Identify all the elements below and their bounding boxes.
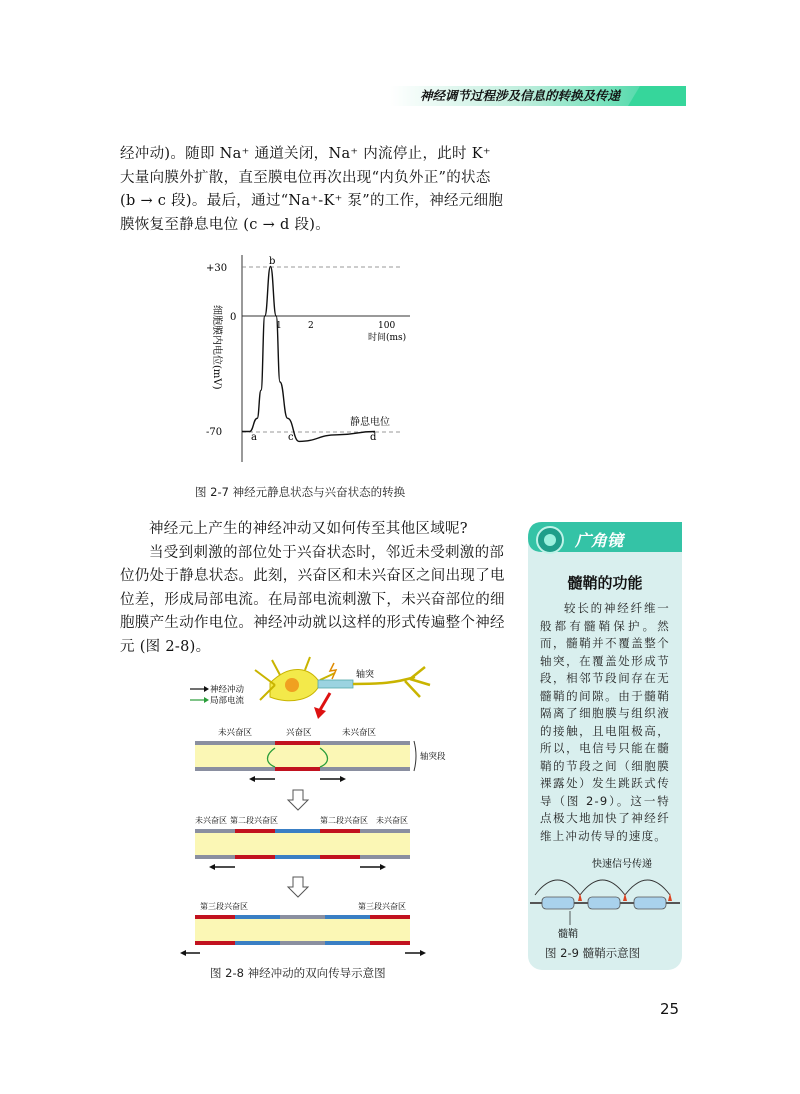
row3-label-2: 第三段兴奋区 [358,902,406,911]
page-number: 25 [660,1000,680,1018]
axon-label: 轴突 [356,670,375,680]
x-tick-100: 100 [378,321,396,331]
x-tick-2: 2 [308,321,314,331]
figure-2-7-caption: 图 2-7 神经元静息状态与兴奋状态的转换 [195,485,406,499]
point-label-a: a [251,432,257,443]
legend-nerve-impulse: 神经冲动 [210,685,245,695]
y-axis-label: 细胞膜内电位(mV) [211,305,222,390]
row2-label-3: 第二段兴奋区 [320,816,368,825]
sidebar-subtitle: 髓鞘的功能 [567,574,643,592]
row1-label-2: 兴奋区 [286,728,312,738]
axon-row-1 [195,741,410,782]
axon-row-2 [195,829,410,870]
resting-potential-label: 静息电位 [350,417,390,428]
x-tick-1: 1 [276,321,282,331]
figure-2-9-caption: 图 2-9 髓鞘示意图 [545,946,641,960]
y-tick-plus30: +30 [206,263,228,274]
figure-2-8-diagram [180,655,470,960]
neuron-illustration [255,657,430,719]
y-tick-minus70: -70 [206,427,223,438]
paragraph-group [120,518,508,659]
figure-2-7-chart [200,250,420,470]
legend-local-current: 局部电流 [210,696,245,706]
row2-label-2: 第二段兴奋区 [230,816,278,825]
sidebar-text: 较长的神经纤维一般都有髓鞘保护。然而，髓鞘并不覆盖整个轴突，在覆盖处形成节段，相邻节段间存在无髓鞘的间隙。由于髓鞘隔离了细胞膜与组织液的接触，且电阻极高，所以，电信号只能在髓鞘的节段之间（细胞膜裸露处）发生跳跃式传导（图 2-9）。这一特点极大地加快了神经纤维上冲动传导的速度。 [540,601,670,843]
row2-label-1: 未兴奋区 [195,816,227,825]
segment-label: 轴突段 [420,752,446,762]
row2-label-4: 未兴奋区 [376,816,408,825]
point-label-b: b [269,256,276,267]
row1-label-3: 未兴奋区 [342,728,377,738]
paragraph-2: 神经元上产生的神经冲动又如何传至其他区域呢? [149,521,468,537]
x-axis-label: 时间(ms) [368,333,407,343]
row3-label-1: 第三段兴奋区 [200,902,248,911]
paragraph-1: 经冲动)。随即 Na⁺ 通道关闭，Na⁺ 内流停止，此时 K⁺ 大量向膜外扩散，直至膜电位再次出现“内负外正”的状态 (b → c 段)。最后，通过“Na⁺-K⁺ 泵”的工作，神经元细胞膜恢复至静息电位 (c → d 段)。 [120,146,504,233]
axon-row-3 [180,915,426,956]
figure-2-8-caption: 图 2-8 神经冲动的双向传导示意图 [210,966,386,980]
sidebar-badge: 广角镜 [575,531,624,550]
fig29-label-top: 快速信号传递 [592,859,652,870]
point-label-c: c [288,432,294,443]
paragraph-3: 当受到刺激的部位处于兴奋状态时，邻近未受刺激的部位仍处于静息状态。此刻，兴奋区和未兴奋区之间出现了电位差，形成局部电流。在局部电流刺激下，未兴奋部位的细胞膜产生动作电位。神经冲动就以这样的形式传遍整个神经元 (图 2-8)。 [120,544,505,655]
figure-2-9-diagram [530,855,680,940]
point-label-d: d [370,432,377,443]
fig29-label-bottom: 髓鞘 [558,929,578,940]
y-tick-0: 0 [230,312,237,323]
header-title: 神经调节过程涉及信息的转换及传递 [420,88,621,103]
action-potential-curve [242,267,375,442]
row1-label-1: 未兴奋区 [218,728,253,738]
